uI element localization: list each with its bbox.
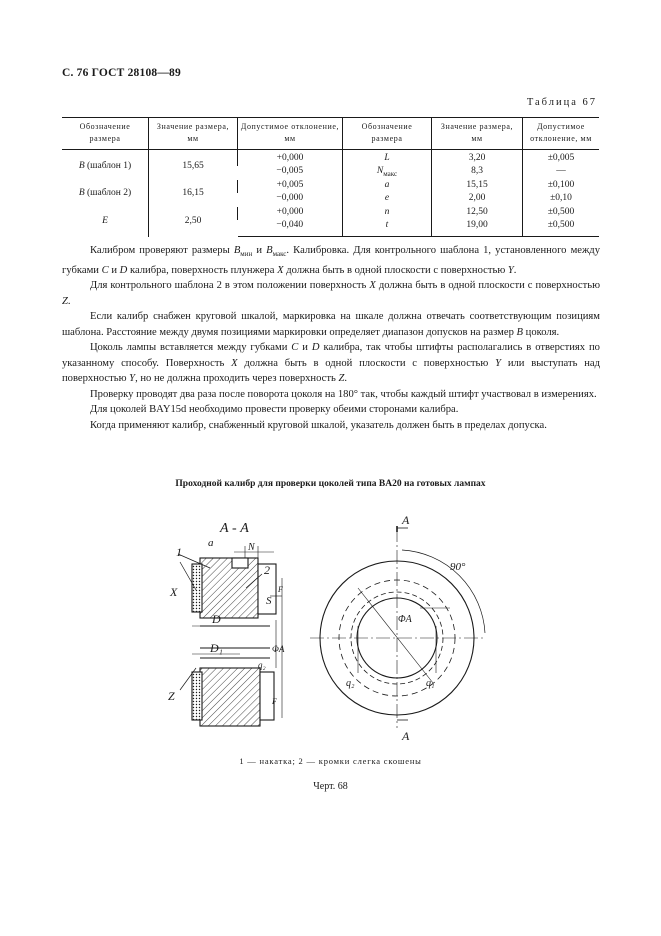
table-caption: Таблица 67 [526, 97, 597, 108]
figure-title: Проходной калибр для проверки цоколей типа BA20 на готовых лампах [175, 479, 486, 489]
cell-designation-note: (шаблон 2) [87, 187, 132, 198]
page-header: С. 76 ГОСТ 28108—89 [62, 67, 181, 79]
dimensions-table [62, 117, 599, 237]
gauge-drawing [150, 508, 510, 748]
label-q2: q₂ [258, 660, 266, 670]
cell-value: 3,20 [432, 150, 523, 167]
cell-designation: B [78, 187, 85, 198]
label-s: S [266, 595, 272, 607]
label-phiA: ΦA [272, 644, 285, 654]
label-f2: F [272, 697, 277, 706]
cell-value: 16,15 [149, 180, 238, 207]
cell-deviation: −0,005 [276, 166, 304, 177]
paragraph: Когда применяют калибр, снабженный круговой шкалой, указатель должен быть в пределах допуска. [90, 419, 547, 431]
label-f: F [278, 585, 283, 594]
cell-value: 15,15 [432, 180, 523, 193]
label-arrow-a2: A [402, 729, 410, 743]
cell-designation: t [385, 219, 389, 230]
cell-value: 12,50 [432, 207, 523, 220]
paragraph: Цоколь лампы вставляется между губками C и D калибра, так чтобы штифты располагались в отверстиях по указанному способу. Поверхность X должна быть в одной плоскости с поверхностью Y или выступать над поверхностью Y, но не должна проходить через поверхность Z. [62, 342, 600, 385]
cell-designation: a [384, 179, 390, 190]
cell-deviation: — [523, 166, 600, 179]
cell-value: 8,3 [432, 166, 523, 179]
paragraph: Калибром проверяют размеры $B_{мин}$ и $B_{макс}$. Калибровка. Для контрольного шаблона 1, установленного между губками C и D калибра, поверхность плунжера X должна быть в одной плоскости с поверхностью Y. [62, 245, 600, 276]
section-label: А - А [220, 521, 249, 536]
cell-deviation: ±0,100 [523, 180, 600, 193]
cell-designation: L [384, 153, 390, 163]
cell-designation-note: (шаблон 1) [87, 161, 132, 172]
label-a: a [208, 537, 214, 549]
cell-designation: n [384, 206, 390, 217]
table-header: Обозначение размера [343, 118, 432, 150]
table-header: Обозначение размера [62, 118, 149, 150]
label-x: X [170, 585, 178, 599]
paragraph: Для цоколей BAY15d необходимо провести проверку обеими сторонами калибра. [90, 404, 459, 416]
label-z: Z [168, 689, 175, 703]
table-header: Значение размера, мм [149, 118, 238, 150]
body-text [62, 243, 600, 433]
cell-deviation: +0,000 [238, 207, 343, 220]
label-1: 1 [176, 545, 182, 559]
label-d: D [212, 612, 221, 626]
table-row [62, 207, 599, 220]
paragraph: Проверку проводят два раза после поворота цоколя на 180° так, чтобы каждый штифт участвовал в измерениях. [90, 388, 597, 400]
label-phiA2: ΦA [398, 614, 412, 625]
label-n: N [248, 542, 255, 553]
cell-deviation: ±0,500 [523, 207, 600, 220]
cell-value: 2,50 [149, 207, 238, 237]
label-2: 2 [264, 563, 270, 577]
cell-designation: e [384, 193, 390, 204]
paragraph: Если калибр снабжен круговой шкалой, маркировка на шкале должна отвечать соответствующим позициям шаблона. Расстояние между двумя позициями маркировки определяет диапазон допусков на размер B цоколя. [62, 311, 600, 338]
label-d1: D₁ [210, 641, 223, 655]
cell-deviation: −0,040 [238, 220, 343, 237]
figure-caption: 1 — накатка; 2 — кромки слегка скошены [239, 756, 422, 766]
cell-designation: N [376, 166, 384, 177]
cell-deviation: ±0,005 [523, 150, 600, 167]
cell-value: 15,65 [149, 150, 238, 180]
cell-value: 19,00 [432, 220, 523, 237]
label-q2b: q₂ [346, 678, 355, 689]
label-q1: q₁ [426, 678, 435, 689]
cell-deviation: −0,000 [276, 193, 304, 204]
plan-view [310, 526, 485, 728]
figure-number: Черт. 68 [313, 781, 348, 792]
cell-deviation: +0,005 [238, 180, 343, 193]
cell-designation: E [102, 216, 108, 227]
cell-designation: B [78, 161, 85, 172]
cell-deviation: ±0,10 [523, 193, 600, 206]
table-header: Допустимое отклонение, мм [523, 118, 600, 150]
cell-value: 2,00 [432, 193, 523, 206]
cell-deviation: ±0,500 [523, 220, 600, 237]
table-row [62, 180, 599, 193]
table-header: Допустимое отклонение, мм [238, 118, 343, 150]
table-row [62, 150, 599, 167]
table-row: −0,005 $N_{макс}$ 8,3 — [62, 166, 599, 179]
label-arrow-a: A [402, 513, 410, 527]
table-header: Значение размера, мм [432, 118, 523, 150]
label-angle: 90° [450, 561, 466, 573]
cell-deviation: +0,000 [238, 150, 343, 167]
paragraph: Для контрольного шаблона 2 в этом положении поверхность X должна быть в одной плоскости с поверхностью Z. [62, 280, 600, 307]
